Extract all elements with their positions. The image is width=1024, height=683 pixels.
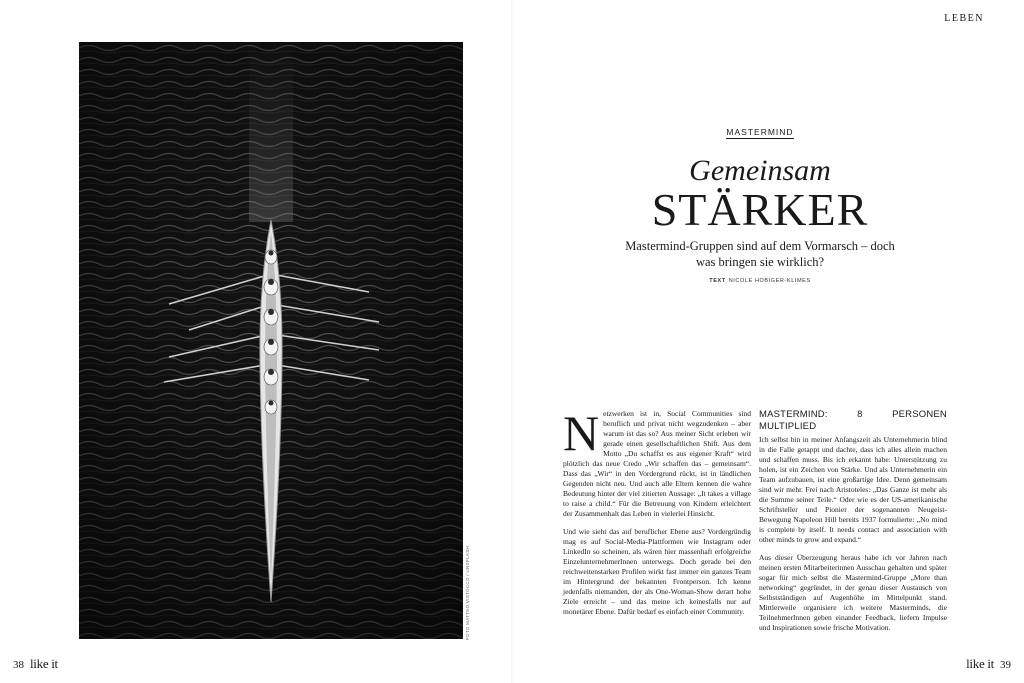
article-kicker <box>650 127 870 137</box>
article-title-line2: STÄRKER <box>651 184 869 235</box>
paragraph-text: etzwerken ist in, Social Communities sind beruflich und privat nicht wegzudenken – aber warum ist das so? Aus meiner Sicht erleben wir gerade einen gesellschaftlichen Shift. Aus dem Motto „Du schaffst es aus eigener Kraft“ wird plötzlich das neue Credo „Wir schaffen das – gemeinsam“. Dass das „Wir“ in den Vordergrund rückt, ist in ländlichen Gegenden nicht neu. Und auch alle Eltern kennen die wahre Bedeutung hinter der viel zitierten Aussage: „It takes a village to raise a child.“ Für die Betreuung von Kindern erleichtert der Zusammenhalt das Leben in vielerlei Hinsicht. <box>563 409 751 518</box>
magazine-logo-right: like it <box>966 656 994 671</box>
paragraph: Ich selbst bin in meiner Anfangszeit als Unternehmerin blind in die Falle getappt und dachte, dass ich alles allein machen und schaffen muss. Bis ich erkannt habe: Unterstützung zu holen, ist ein Zeichen von Stärke. Und als Unternehmerin ein Team aufzubauen, ist eine großartige Idee. Denn gemeinsam sind wir mehr. Frei nach Aristoteles: „Das Ganze ist mehr als die Summe seiner Teile.“ Oder wie es der US-amerikanische Schriftsteller und Pionier der sogenannten Neugeist-Bewegung Napoleon Hill bereits 1937 formulierte: „No mind is complete by itself. It needs contact and association with other minds to grow and expand.“ <box>759 435 947 544</box>
folio-left <box>13 656 64 672</box>
article-title-line1: Gemeinsam <box>689 154 831 187</box>
byline-label: TEXT <box>709 278 726 284</box>
dropcap: N <box>563 405 600 461</box>
page-number-left: 38 <box>13 659 24 671</box>
section-label: LEBEN <box>944 13 984 24</box>
rowing-boat-photo <box>79 42 463 639</box>
article-byline <box>620 278 900 284</box>
folio-right <box>960 656 1011 672</box>
text-column-2 <box>759 409 947 641</box>
photo-credit-text: FOTO MATTEO VISTOCCO / UNSPLASH <box>465 545 470 640</box>
magazine-logo-left: like it <box>30 656 58 671</box>
kicker-text: MASTERMIND <box>726 127 794 137</box>
page-number-right: 39 <box>1000 659 1011 671</box>
article-deck: Mastermind-Gruppen sind auf dem Vormarsch – doch was bringen sie wirklich? <box>625 239 895 269</box>
text-column-1 <box>563 405 751 625</box>
paragraph <box>563 405 751 519</box>
byline-name: NICOLE HOBIGER-KLIMES <box>728 278 811 284</box>
paragraph: Aus dieser Überzeugung heraus habe ich vor Jahren nach meinen ersten Mitarbeiterinnen Ausschau gehalten und später sogar für mich selbst die Mastermind-Gruppe „More than networking“ gegründet, in der genau dieser Austausch von Selbstständigen auf Augenhöhe im Mittelpunkt stand. Mittlerweile organisiere ich weitere Masterminds, die TeilnehmerInnen geben einander Feedback, liefern Impulse und Inspirationen sowie frische Motivation. <box>759 553 947 632</box>
paragraph: Und wie sieht das auf beruflicher Ebene aus? Vordergründig mag es auf Social-Media-Plattformen wie Instagram oder LinkedIn so scheinen, als wären hier massenhaft erfolgreiche EinzelunternehmerInnen unterwegs. Doch gerade bei den reichweitenstarken Profilen wirkt fast immer ein ganzes Team im Hintergrund der bekannten Frontperson. Ich kenne jedenfalls niemanden, der als One-Woman-Show derart hohe Ziele erreicht – und das meine ich keinesfalls nur auf monetärer Ebene. Dafür bedarf es einfach einer Community. <box>563 527 751 616</box>
subheading: MASTERMIND: 8 PERSONEN MULTIPLIED <box>759 409 947 432</box>
photo-credit <box>465 545 473 640</box>
spread-gutter <box>511 0 513 683</box>
